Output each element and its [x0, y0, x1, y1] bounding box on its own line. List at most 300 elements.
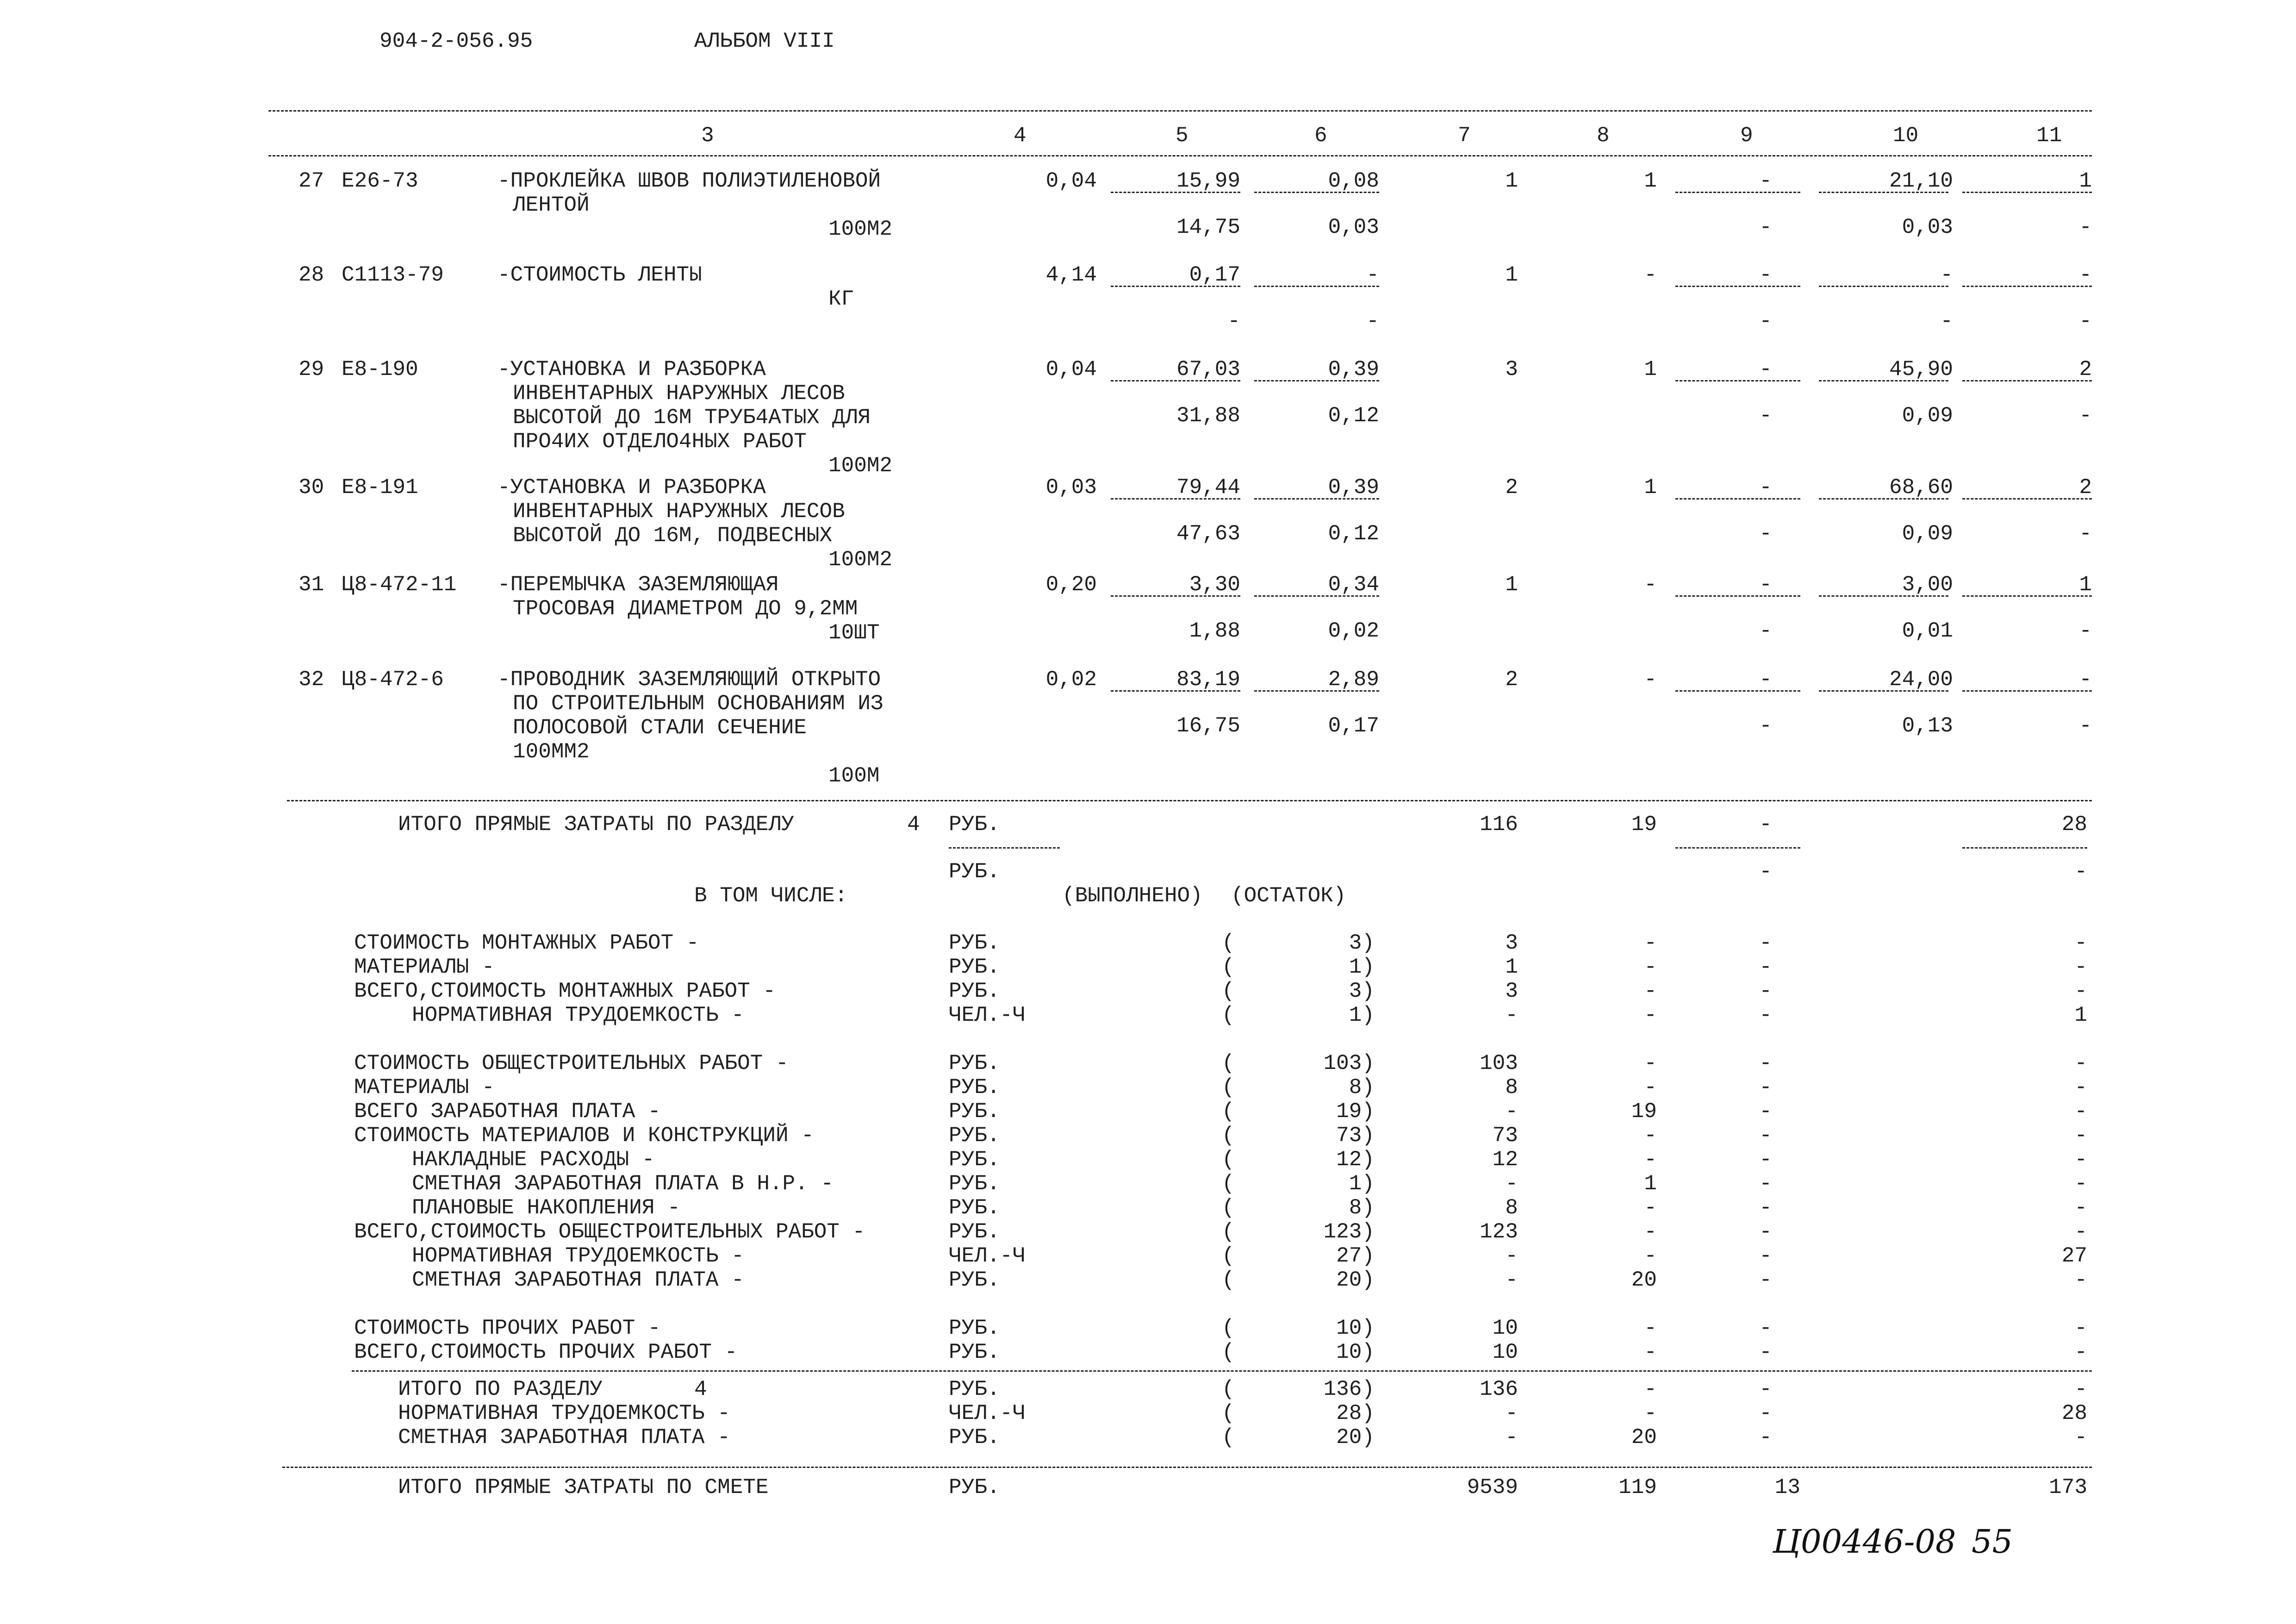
section-summary-c7: -	[1505, 1401, 1518, 1425]
item-description-line: ИНВЕНТАРНЫХ НАРУЖНЫХ ЛЕСОВ	[513, 381, 845, 406]
summary-c8: -	[1644, 1196, 1657, 1220]
summary-label: СМЕТНАЯ ЗАРАБОТНАЯ ПЛАТА -	[412, 1268, 744, 1292]
section-summary-unit: РУБ.	[949, 1377, 1000, 1401]
column-number-6: 6	[1314, 124, 1327, 148]
section-total-c9: -	[1759, 812, 1772, 837]
item-c9: -	[1759, 573, 1772, 597]
item-unit: КГ	[828, 287, 854, 311]
summary-unit: РУБ.	[949, 1075, 1000, 1099]
summary-done-value: 19)	[1336, 1099, 1375, 1124]
section-total-c11: 28	[2061, 812, 2087, 837]
item-code: Ц8-472-6	[342, 668, 444, 692]
item-number: 28	[299, 263, 324, 287]
item-c11: 1	[2079, 169, 2092, 193]
item-unit: 100М2	[828, 548, 893, 572]
summary-done-value: 123)	[1323, 1220, 1375, 1244]
item-number: 31	[299, 573, 324, 597]
summary-c9: -	[1759, 1124, 1772, 1148]
item-description-line: 100ММ2	[513, 740, 590, 764]
summary-c11: -	[2074, 1316, 2087, 1340]
section-total-label: ИТОГО ПРЯМЫЕ ЗАТРАТЫ ПО РАЗДЕЛУ	[398, 812, 794, 837]
summary-open-paren: (	[1222, 1172, 1235, 1196]
summary-done-value: 12)	[1336, 1148, 1375, 1172]
summary-c8: -	[1644, 955, 1657, 979]
summary-unit: РУБ.	[949, 1051, 1000, 1075]
summary-c7: 123	[1480, 1220, 1518, 1244]
summary-done-value: 10)	[1336, 1316, 1375, 1340]
item-c11-bottom: -	[2079, 619, 2092, 643]
summary-label: СТОИМОСТЬ ОБЩЕСТРОИТЕЛЬНЫХ РАБОТ -	[354, 1051, 789, 1075]
summary-unit: РУБ.	[949, 1099, 1000, 1124]
item-description-line: -УСТАНОВКА И РАЗБОРКА	[498, 357, 766, 381]
summary-label: МАТЕРИАЛЫ -	[354, 955, 495, 979]
section-total-unit: РУБ.	[949, 812, 1000, 837]
item-number: 27	[299, 169, 324, 193]
item-c5-bottom: 14,75	[1176, 215, 1240, 239]
item-c9-bottom: -	[1759, 522, 1772, 546]
summary-c8: 1	[1644, 1172, 1657, 1196]
summary-c8: -	[1644, 1244, 1657, 1268]
item-c8: -	[1644, 263, 1657, 287]
section-summary-done-value: 20)	[1336, 1425, 1375, 1449]
item-dash-c5	[1111, 286, 1240, 287]
item-c5: 67,03	[1176, 357, 1240, 381]
item-unit: 10ШТ	[828, 621, 880, 645]
summary-done-value: 10)	[1336, 1340, 1375, 1364]
summary-done-value: 1)	[1349, 1003, 1375, 1027]
summary-c8: -	[1644, 1148, 1657, 1172]
item-number: 30	[299, 475, 324, 500]
item-dash-c10	[1819, 690, 1948, 692]
item-c9: -	[1759, 357, 1772, 381]
item-c10-bottom: 0,09	[1902, 522, 1953, 546]
summary-open-paren: (	[1222, 1148, 1235, 1172]
summary-c11: -	[2074, 1268, 2087, 1292]
summary-c9: -	[1759, 931, 1772, 955]
grand-total-c9: 13	[1774, 1475, 1800, 1499]
section-summary-open-paren: (	[1222, 1401, 1235, 1425]
item-description-line: ТРОСОВАЯ ДИАМЕТРОМ ДО 9,2ММ	[513, 597, 858, 621]
item-dash-c9	[1675, 192, 1800, 193]
summary-c9: -	[1759, 1268, 1772, 1292]
item-c10: 24,00	[1889, 668, 1953, 692]
summary-c9: -	[1759, 1051, 1772, 1075]
summary-c11: -	[2074, 979, 2087, 1003]
summary-c8: 20	[1631, 1268, 1657, 1292]
item-c11-bottom: -	[2079, 714, 2092, 738]
summary-c9: -	[1759, 1316, 1772, 1340]
column-number-9: 9	[1740, 124, 1753, 148]
item-dash-c6	[1254, 595, 1379, 597]
summary-label: НОРМАТИВНАЯ ТРУДОЕМКОСТЬ -	[412, 1003, 744, 1027]
summary-done-value: 8)	[1349, 1075, 1375, 1099]
summary-done-value: 103)	[1323, 1051, 1375, 1075]
item-c6-bottom: 0,02	[1328, 619, 1379, 643]
summary-open-paren: (	[1222, 931, 1235, 955]
summary-label: ВСЕГО,СТОИМОСТЬ ПРОЧИХ РАБОТ -	[354, 1340, 738, 1364]
summary-label: ВСЕГО ЗАРАБОТНАЯ ПЛАТА -	[354, 1099, 661, 1124]
item-c10: -	[1940, 263, 1953, 287]
summary-open-paren: (	[1222, 1124, 1235, 1148]
summary-label: СТОИМОСТЬ МОНТАЖНЫХ РАБОТ -	[354, 931, 699, 955]
item-dash-c6	[1254, 690, 1379, 692]
summary-c11: -	[2074, 1196, 2087, 1220]
summary-label: СТОИМОСТЬ МАТЕРИАЛОВ И КОНСТРУКЦИЙ -	[354, 1124, 814, 1148]
item-description-line: ПРО4ИХ ОТДЕЛО4НЫХ РАБОТ	[513, 430, 807, 454]
section-summary-c8: -	[1644, 1377, 1657, 1401]
summary-unit: РУБ.	[949, 1220, 1000, 1244]
summary-open-paren: (	[1222, 1220, 1235, 1244]
item-description-line: ВЫСОТОЙ ДО 16М ТРУБ4АТЫХ ДЛЯ	[513, 406, 871, 430]
summary-unit: РУБ.	[949, 1316, 1000, 1340]
section-summary-c8: -	[1644, 1401, 1657, 1425]
item-c10-bottom: 0,09	[1902, 404, 1953, 428]
summary-c11: -	[2074, 1124, 2087, 1148]
item-c11-bottom: -	[2079, 215, 2092, 239]
item-c9-bottom: -	[1759, 215, 1772, 239]
summary-c9: -	[1759, 1220, 1772, 1244]
section-rule	[287, 800, 2092, 801]
item-dash-c9	[1675, 286, 1800, 287]
header-bottom-rule	[268, 155, 2092, 156]
item-c5: 3,30	[1189, 573, 1240, 597]
column-number-5: 5	[1176, 124, 1188, 148]
summary-c11: -	[2074, 1099, 2087, 1124]
summary-c11: -	[2074, 1340, 2087, 1364]
item-dash-c5	[1111, 380, 1240, 381]
summary-c7: -	[1505, 1003, 1518, 1027]
summary-c9: -	[1759, 1196, 1772, 1220]
summary-c11: -	[2074, 1051, 2087, 1075]
summary-c7: 3	[1505, 979, 1518, 1003]
section-summary-c9: -	[1759, 1425, 1772, 1449]
summary-c9: -	[1759, 1003, 1772, 1027]
summary-unit: РУБ.	[949, 955, 1000, 979]
item-c5: 15,99	[1176, 169, 1240, 193]
summary-c7: 12	[1492, 1148, 1518, 1172]
summary-label: ВСЕГО,СТОИМОСТЬ МОНТАЖНЫХ РАБОТ -	[354, 979, 776, 1003]
item-dash-c11	[1962, 498, 2092, 500]
summary-open-paren: (	[1222, 1051, 1235, 1075]
item-code: Е8-191	[342, 475, 418, 500]
item-c8: -	[1644, 573, 1657, 597]
item-c8: 1	[1644, 169, 1657, 193]
section-summary-label: ИТОГО ПО РАЗДЕЛУ	[398, 1377, 603, 1401]
summary-c11: -	[2074, 1220, 2087, 1244]
item-c6-bottom: 0,17	[1328, 714, 1379, 738]
section-summary-c11: -	[2074, 1425, 2087, 1449]
summary-c8: -	[1644, 1340, 1657, 1364]
item-c10-bottom: 0,13	[1902, 714, 1953, 738]
item-c9: -	[1759, 169, 1772, 193]
grand-total-c7: 9539	[1467, 1475, 1518, 1499]
summary-open-paren: (	[1222, 1244, 1235, 1268]
document-code: 904-2-056.95	[380, 29, 533, 53]
rest-label: (ОСТАТОК)	[1231, 884, 1346, 908]
item-code: Е26-73	[342, 169, 418, 193]
summary-done-value: 27)	[1336, 1244, 1375, 1268]
summary-open-paren: (	[1222, 1316, 1235, 1340]
item-dash-c10	[1819, 595, 1948, 597]
item-c5-bottom: -	[1227, 309, 1240, 333]
summary-c8: -	[1644, 1220, 1657, 1244]
item-c10-bottom: 0,01	[1902, 619, 1953, 643]
item-c8: -	[1644, 668, 1657, 692]
item-c4: 0,04	[1045, 169, 1097, 193]
summary-done-value: 73)	[1336, 1124, 1375, 1148]
item-dash-c6	[1254, 380, 1379, 381]
handwritten-page-number: 55	[1972, 1523, 2013, 1561]
section-summary-c7: 136	[1480, 1377, 1518, 1401]
item-c5-bottom: 31,88	[1176, 404, 1240, 428]
summary-unit: РУБ.	[949, 1268, 1000, 1292]
item-dash-c5	[1111, 690, 1240, 692]
summary-c11: -	[2074, 955, 2087, 979]
summary-c9: -	[1759, 955, 1772, 979]
item-c8: 1	[1644, 475, 1657, 500]
grand-total-c8: 119	[1618, 1475, 1657, 1499]
summary-label: СМЕТНАЯ ЗАРАБОТНАЯ ПЛАТА В Н.Р. -	[412, 1172, 834, 1196]
summary-done-value: 3)	[1349, 979, 1375, 1003]
section-summary-c11: -	[2074, 1377, 2087, 1401]
item-c11-bottom: -	[2079, 522, 2092, 546]
item-c7: 1	[1505, 169, 1518, 193]
item-c11: 2	[2079, 475, 2092, 500]
section-total-number: 4	[907, 812, 920, 837]
item-code: Ц8-472-11	[342, 573, 457, 597]
item-number: 32	[299, 668, 324, 692]
summary-open-paren: (	[1222, 1340, 1235, 1364]
item-dash-c5	[1111, 192, 1240, 193]
summary-open-paren: (	[1222, 1196, 1235, 1220]
summary-c9: -	[1759, 1340, 1772, 1364]
section-summary-open-paren: (	[1222, 1377, 1235, 1401]
item-c6: 2,89	[1328, 668, 1379, 692]
summary-c7: -	[1505, 1268, 1518, 1292]
summary-c8: -	[1644, 931, 1657, 955]
summary-label: ПЛАНОВЫЕ НАКОПЛЕНИЯ -	[412, 1196, 680, 1220]
grand-total-label: ИТОГО ПРЯМЫЕ ЗАТРАТЫ ПО СМЕТЕ	[398, 1475, 769, 1499]
grand-total-unit: РУБ.	[949, 1475, 1000, 1499]
item-c10: 45,90	[1889, 357, 1953, 381]
summary-open-paren: (	[1222, 1003, 1235, 1027]
item-description-line: ВЫСОТОЙ ДО 16М, ПОДВЕСНЫХ	[513, 524, 833, 548]
section-total-c11b: -	[2074, 860, 2087, 884]
item-dash-c10	[1819, 286, 1948, 287]
summary-c11: -	[2074, 931, 2087, 955]
section-total-underline-c11	[1962, 847, 2087, 849]
item-dash-c6	[1254, 498, 1379, 500]
grand-total-rule	[282, 1467, 2092, 1468]
summary-unit: РУБ.	[949, 979, 1000, 1003]
section-summary-unit: РУБ.	[949, 1425, 1000, 1449]
header-top-rule	[268, 110, 2092, 112]
item-c9-bottom: -	[1759, 309, 1772, 333]
item-c6-bottom: -	[1366, 309, 1379, 333]
summary-c9: -	[1759, 979, 1772, 1003]
item-c7: 1	[1505, 263, 1518, 287]
column-number-10: 10	[1893, 124, 1919, 148]
section-summary-extra: 4	[694, 1377, 707, 1401]
summary-unit: РУБ.	[949, 931, 1000, 955]
item-unit: 100М	[828, 764, 880, 788]
item-c7: 1	[1505, 573, 1518, 597]
summary-done-value: 1)	[1349, 955, 1375, 979]
summary-c11: -	[2074, 1148, 2087, 1172]
summary-unit: ЧЕЛ.-Ч	[949, 1003, 1026, 1027]
item-description-line: -ПРОКЛЕЙКА ШВОВ ПОЛИЭТИЛЕНОВОЙ	[498, 169, 881, 193]
summary-c9: -	[1759, 1075, 1772, 1099]
summary-label: НАКЛАДНЫЕ РАСХОДЫ -	[412, 1148, 655, 1172]
item-c9: -	[1759, 668, 1772, 692]
item-c11: 1	[2079, 573, 2092, 597]
section-summary-c9: -	[1759, 1401, 1772, 1425]
summary-c8: 19	[1631, 1099, 1657, 1124]
column-number-8: 8	[1597, 124, 1610, 148]
item-dash-c11	[1962, 286, 2092, 287]
summary-label: МАТЕРИАЛЫ -	[354, 1075, 495, 1099]
summary-c8: -	[1644, 979, 1657, 1003]
summary-c8: -	[1644, 1051, 1657, 1075]
item-dash-c11	[1962, 690, 2092, 692]
item-c5: 0,17	[1189, 263, 1240, 287]
summary-c7: 10	[1492, 1316, 1518, 1340]
section-summary-c7: -	[1505, 1425, 1518, 1449]
summary-unit: РУБ.	[949, 1124, 1000, 1148]
summary-c11: -	[2074, 1075, 2087, 1099]
summary-open-paren: (	[1222, 955, 1235, 979]
summary-c9: -	[1759, 1148, 1772, 1172]
item-c8: 1	[1644, 357, 1657, 381]
item-c9: -	[1759, 263, 1772, 287]
item-dash-c6	[1254, 286, 1379, 287]
item-dash-c11	[1962, 595, 2092, 597]
item-c7: 2	[1505, 668, 1518, 692]
item-c9: -	[1759, 475, 1772, 500]
item-c7: 2	[1505, 475, 1518, 500]
item-c6: 0,39	[1328, 475, 1379, 500]
section-summary-c8: 20	[1631, 1425, 1657, 1449]
item-c5: 83,19	[1176, 668, 1240, 692]
section-summary-c9: -	[1759, 1377, 1772, 1401]
summary-c11: 27	[2061, 1244, 2087, 1268]
summary-c9: -	[1759, 1244, 1772, 1268]
section-summary-open-paren: (	[1222, 1425, 1235, 1449]
item-dash-c10	[1819, 498, 1948, 500]
handwritten-code: Ц00446-08	[1773, 1523, 1956, 1561]
album-label: АЛЬБОМ VIII	[694, 29, 835, 53]
item-unit: 100М2	[828, 217, 893, 241]
section-total-c9b: -	[1759, 860, 1772, 884]
summary-c7: 103	[1480, 1051, 1518, 1075]
column-number-4: 4	[1014, 124, 1027, 148]
item-description-line: ПО СТРОИТЕЛЬНЫМ ОСНОВАНИЯМ ИЗ	[513, 692, 884, 716]
item-c6: -	[1366, 263, 1379, 287]
item-c4: 0,20	[1045, 573, 1097, 597]
summary-unit: РУБ.	[949, 1148, 1000, 1172]
item-description-line: -ПЕРЕМЫЧКА ЗАЗЕМЛЯЮЩАЯ	[498, 573, 779, 597]
summary-open-paren: (	[1222, 1268, 1235, 1292]
grand-total-c11: 173	[2049, 1475, 2087, 1499]
summary-c7: 1	[1505, 955, 1518, 979]
item-code: Е8-190	[342, 357, 418, 381]
item-description-line: ПОЛОСОВОЙ СТАЛИ СЕЧЕНИЕ	[513, 716, 807, 740]
including-label: В ТОМ ЧИСЛЕ:	[694, 884, 848, 908]
item-code: С1113-79	[342, 263, 444, 287]
item-c6-bottom: 0,12	[1328, 404, 1379, 428]
column-number-7: 7	[1458, 124, 1471, 148]
item-description-line: -УСТАНОВКА И РАЗБОРКА	[498, 475, 766, 500]
section-total-unit-2: РУБ.	[949, 860, 1000, 884]
item-dash-c10	[1819, 192, 1948, 193]
item-c6: 0,08	[1328, 169, 1379, 193]
section-summary-c11: 28	[2061, 1401, 2087, 1425]
item-c11-bottom: -	[2079, 404, 2092, 428]
item-dash-c5	[1111, 498, 1240, 500]
item-description-line: ЛЕНТОЙ	[513, 193, 590, 217]
section-total-underline-c9	[1675, 847, 1800, 849]
item-c10-bottom: -	[1940, 309, 1953, 333]
section-summary-unit: ЧЕЛ.-Ч	[949, 1401, 1026, 1425]
item-c11-bottom: -	[2079, 309, 2092, 333]
summary-c7: 3	[1505, 931, 1518, 955]
item-c5: 79,44	[1176, 475, 1240, 500]
summary-c8: -	[1644, 1316, 1657, 1340]
column-number-11: 11	[2036, 124, 2062, 148]
item-dash-c5	[1111, 595, 1240, 597]
item-dash-c6	[1254, 192, 1379, 193]
item-c5-bottom: 1,88	[1189, 619, 1240, 643]
item-c4: 4,14	[1045, 263, 1097, 287]
section-summary-done-value: 28)	[1336, 1401, 1375, 1425]
section-total-underline-unit	[949, 847, 1060, 849]
summary-unit: РУБ.	[949, 1196, 1000, 1220]
summary-c11: -	[2074, 1172, 2087, 1196]
section-summary-label: СМЕТНАЯ ЗАРАБОТНАЯ ПЛАТА -	[398, 1425, 730, 1449]
item-dash-c9	[1675, 595, 1800, 597]
item-c6: 0,34	[1328, 573, 1379, 597]
done-label: (ВЫПОЛНЕНО)	[1062, 884, 1203, 908]
summary-c8: -	[1644, 1124, 1657, 1148]
summary-label: НОРМАТИВНАЯ ТРУДОЕМКОСТЬ -	[412, 1244, 744, 1268]
summary-c7: 10	[1492, 1340, 1518, 1364]
item-c10: 3,00	[1902, 573, 1953, 597]
summary-c8: -	[1644, 1075, 1657, 1099]
item-c4: 0,02	[1045, 668, 1097, 692]
section-summary-done-value: 136)	[1323, 1377, 1375, 1401]
item-description-line: -СТОИМОСТЬ ЛЕНТЫ	[498, 263, 702, 287]
summary-c7: -	[1505, 1244, 1518, 1268]
item-c10: 68,60	[1889, 475, 1953, 500]
summary-c9: -	[1759, 1172, 1772, 1196]
summary-c7: 8	[1505, 1075, 1518, 1099]
column-number-3: 3	[701, 124, 714, 148]
item-c7: 3	[1505, 357, 1518, 381]
summary-done-value: 3)	[1349, 931, 1375, 955]
item-dash-c9	[1675, 380, 1800, 381]
item-c5-bottom: 47,63	[1176, 522, 1240, 546]
summary-unit: ЧЕЛ.-Ч	[949, 1244, 1026, 1268]
summary-done-value: 1)	[1349, 1172, 1375, 1196]
summary-rule	[352, 1370, 2092, 1372]
summary-c7: 8	[1505, 1196, 1518, 1220]
item-c11: 2	[2079, 357, 2092, 381]
summary-label: СТОИМОСТЬ ПРОЧИХ РАБОТ -	[354, 1316, 661, 1340]
summary-open-paren: (	[1222, 1099, 1235, 1124]
summary-c9: -	[1759, 1099, 1772, 1124]
section-total-c8: 19	[1631, 812, 1657, 837]
summary-c7: -	[1505, 1172, 1518, 1196]
